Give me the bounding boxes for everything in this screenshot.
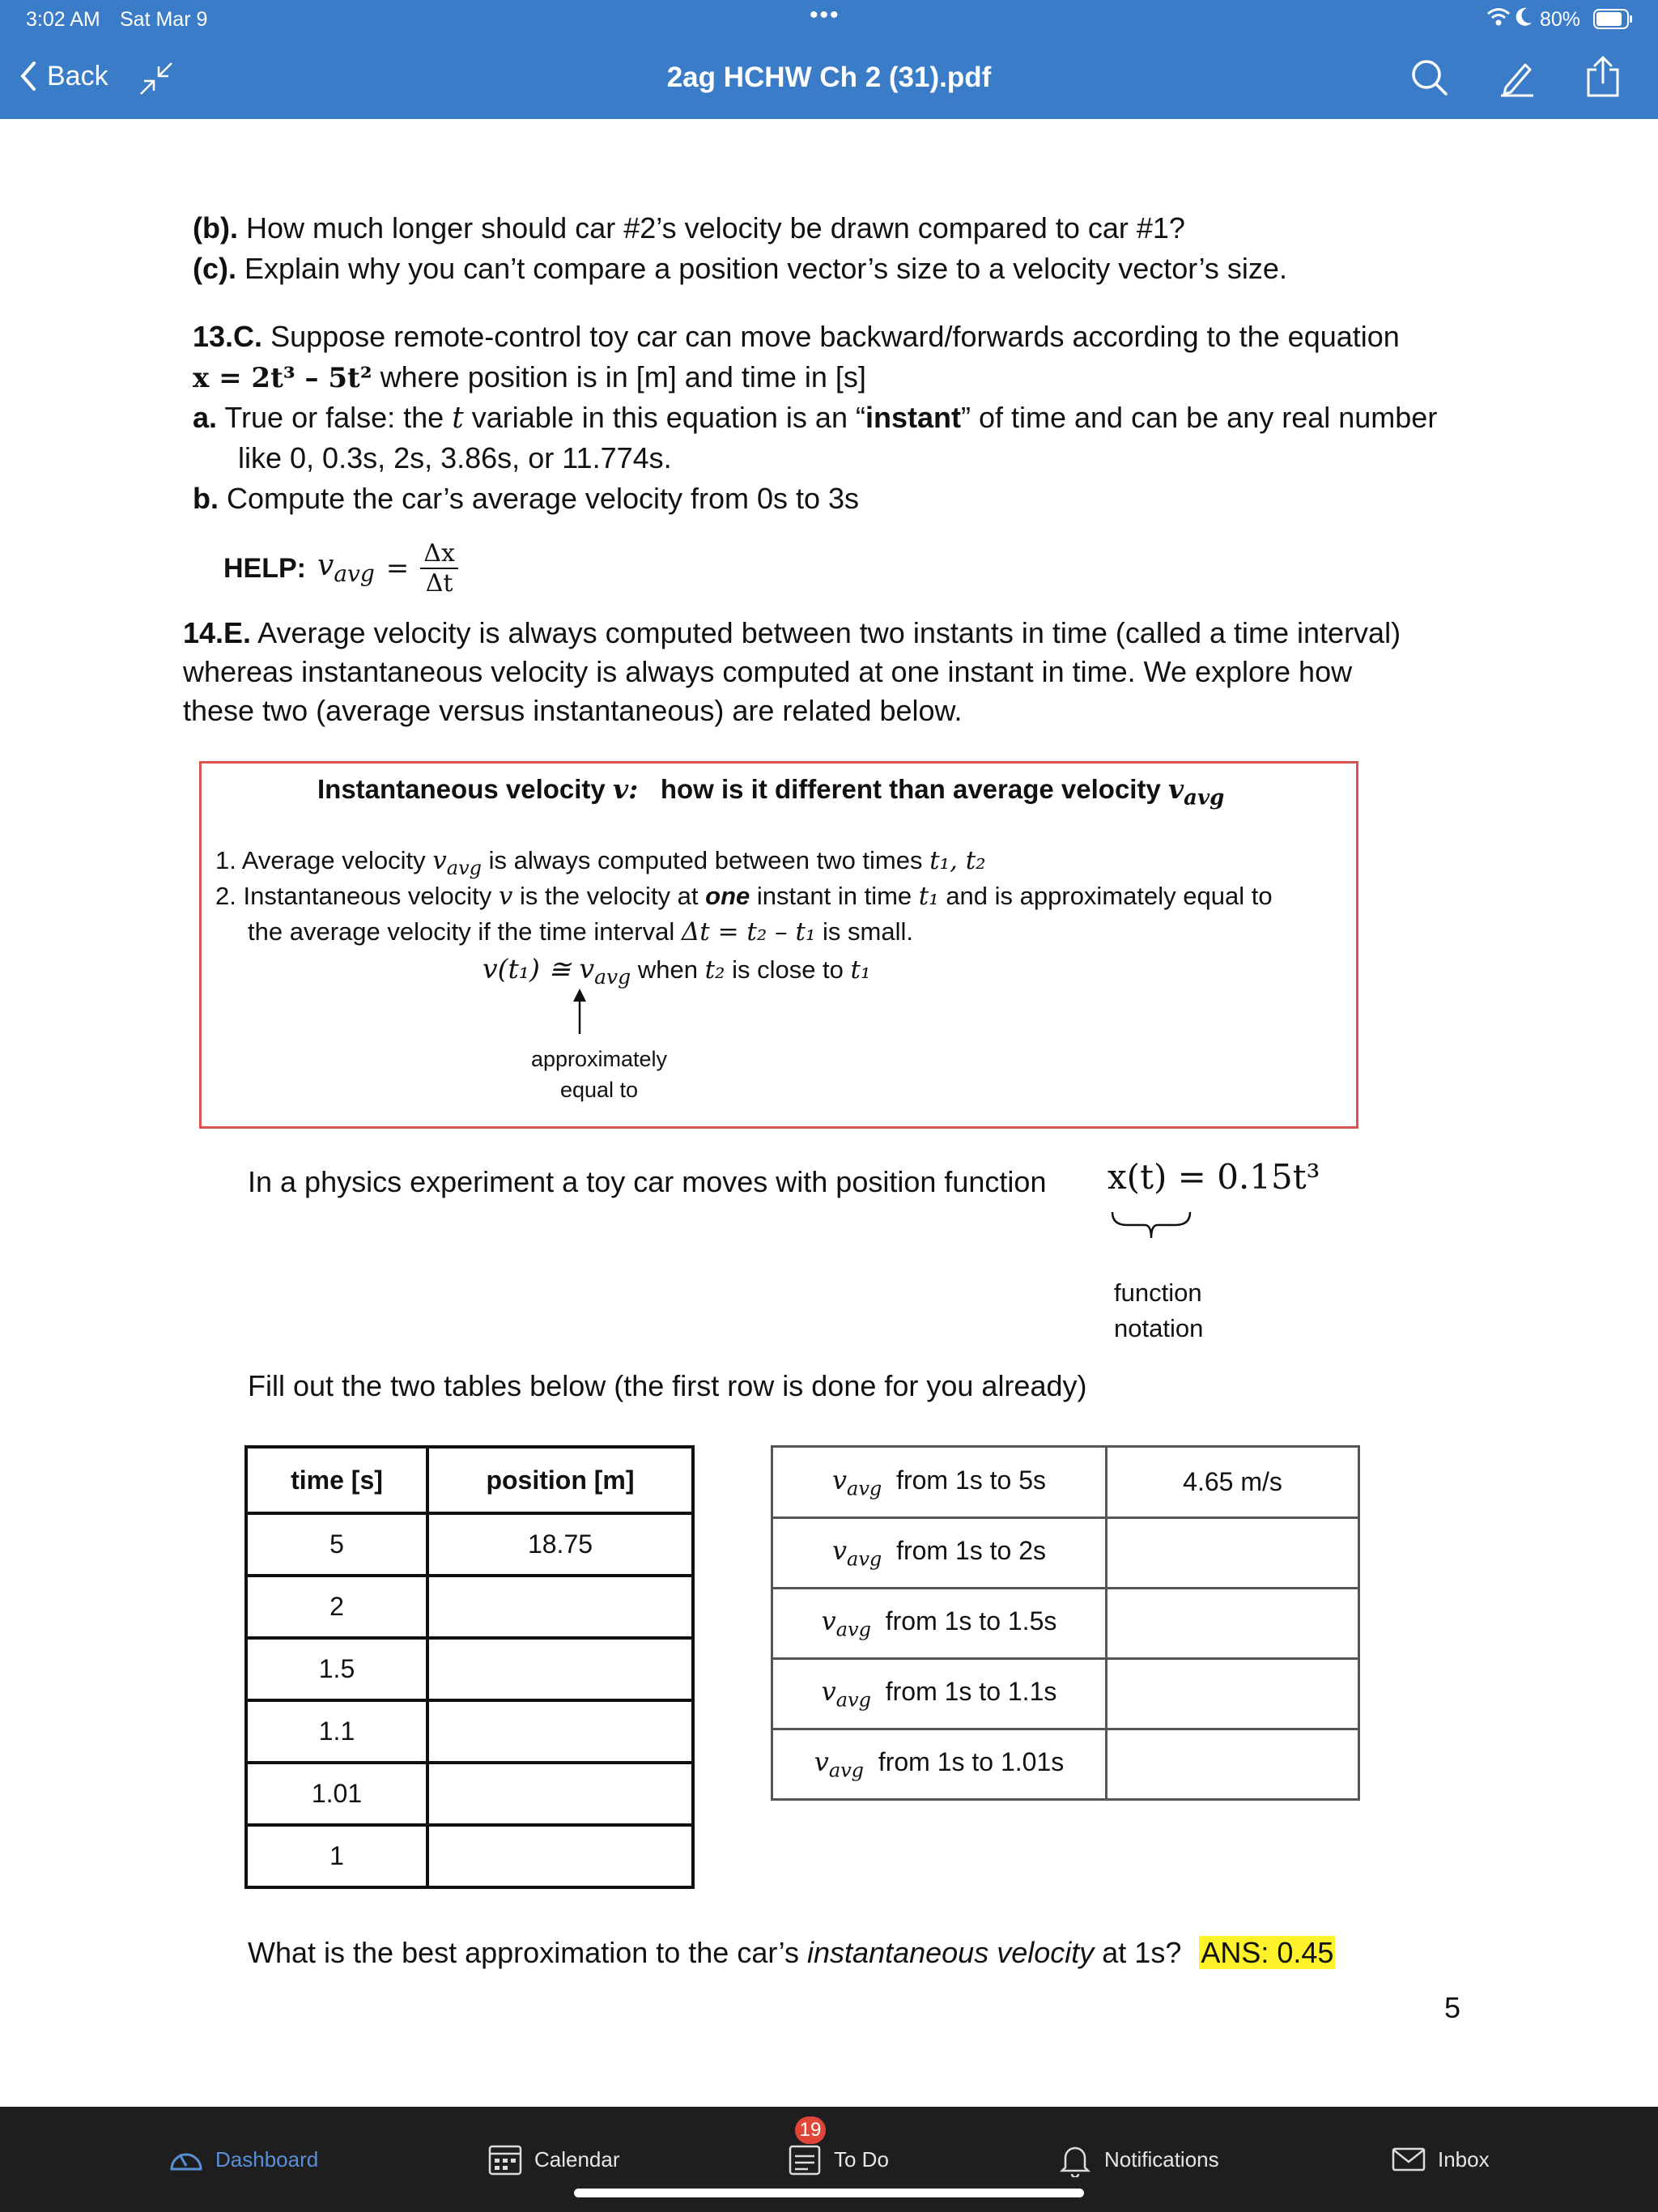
time-cell: 2 [246,1576,427,1638]
q14-number: 14.E. [183,616,252,649]
q12b-number: (b). [193,211,238,245]
vavg-label-cell [772,1589,1107,1659]
vavg-value-cell[interactable] [1107,1518,1359,1589]
q13-equation: x = 2t³ – 5t² [193,362,372,394]
approx-annotation [486,1044,712,1105]
q14-line-3: these two (average versus instantaneous) are related below. [183,694,963,727]
box-item-1-sub: avg [446,857,483,880]
todo-list-icon [787,2142,823,2177]
tab-calendar-label: Calendar [534,2146,620,2172]
q13-intro [193,317,1400,357]
box-item-2-text-a: 2. Instantaneous velocity [215,882,492,910]
help-formula [223,524,458,613]
q13a-text-1: True or false: the [224,401,444,434]
box-item-1 [215,846,986,879]
q12c-line [193,249,1287,289]
table-row [772,1447,1359,1518]
average-velocity-table [771,1445,1360,1801]
fill-instructions: Fill out the two tables below (the first row is done for you already) [248,1369,1087,1402]
markup-pen-icon[interactable] [1499,58,1535,101]
table-row [772,1659,1359,1729]
vavg-value-cell[interactable] [1107,1659,1359,1729]
calendar-icon [487,2142,523,2177]
tab-todo[interactable] [787,2139,889,2180]
help-denominator: Δt [425,569,453,598]
tab-todo-label: To Do [834,2146,889,2172]
approx-annotation-1: approximately [530,1047,668,1071]
time-cell: 1.5 [246,1638,427,1700]
position-cell[interactable] [427,1825,693,1887]
final-question [248,1936,1335,1970]
vavg-interval: from 1s to 1.1s [885,1677,1057,1707]
vavg-label-cell [772,1659,1107,1729]
brace-icon [1109,1210,1193,1243]
box-item-2-text-d: and is approximately equal to [946,882,1273,910]
q13b-label: b. [193,482,219,515]
box-item-1-text-b: is always computed between two times [488,846,923,874]
box-equation-sub: avg [594,965,631,989]
q14-text-1: Average velocity is always computed between two instants in time (called a time interval) [257,616,1401,649]
table-row [246,1638,693,1700]
box-item-2-line-2-a: the average velocity if the time interval [248,917,675,946]
experiment-equation: x(t) = 0.15t³ [1107,1157,1320,1197]
vavg-sub: avg [828,1759,865,1782]
q14-line-2: whereas instantaneous velocity is always computed at one instant in time. We explore how [183,655,1353,688]
final-question-text-2: at 1s? [1102,1936,1182,1969]
vavg-interval: from 1s to 2s [896,1536,1047,1566]
box-item-1-var: v [432,846,447,875]
answer-highlight: ANS: 0.45 [1201,1936,1334,1969]
help-var [317,549,375,587]
vavg-sub: avg [835,1618,871,1641]
moon-icon [1514,6,1533,33]
box-equation-left: v(t₁) ≅ v [483,953,595,985]
position-cell[interactable] [427,1638,693,1700]
tab-notifications[interactable] [1057,2139,1219,2180]
position-cell[interactable] [427,1700,693,1763]
status-date: Sat Mar 9 [120,8,208,31]
q13a-line [193,398,1437,439]
q13b-line [193,479,859,519]
box-title-text-2: how is it different than average velocity [660,774,1161,804]
tab-inbox-label: Inbox [1438,2146,1490,2172]
q13a-text-2: variable in this equation is an “ [471,401,865,434]
q13a-line-2: like 0, 0.3s, 2s, 3.86s, or 11.774s. [238,441,672,474]
table-header: time [s] [246,1447,427,1513]
help-var-v: v [317,549,334,583]
time-position-table [244,1445,695,1889]
box-title-text: Instantaneous velocity [317,774,606,804]
box-equation [483,953,870,989]
position-cell[interactable] [427,1763,693,1825]
vavg-interval: from 1s to 1.5s [885,1606,1057,1636]
box-item-1-text-a: 1. Average velocity [215,846,426,874]
vavg-sub: avg [847,1547,882,1571]
function-notation-2: notation [1114,1314,1204,1342]
box-item-2-line-2-b: is small. [823,917,913,946]
approx-annotation-2: equal to [559,1078,639,1102]
q12c-text: Explain why you can’t compare a position vector’s size to a velocity vector’s size. [244,252,1287,285]
final-question-italic: instantaneous velocity [807,1936,1095,1969]
q13-equation-suffix: where position is in [m] and time in [s] [380,360,866,393]
position-cell[interactable]: 18.75 [427,1513,693,1576]
q13-equation-line [193,357,866,398]
q13a-label: a. [193,401,218,434]
box-equation-t1: t₁ [850,955,871,985]
box-title [317,773,1224,810]
vavg-value-cell[interactable] [1107,1729,1359,1800]
position-cell[interactable] [427,1576,693,1638]
table-row [246,1825,693,1887]
q13a-variable: t [452,402,464,435]
tab-calendar[interactable] [487,2139,620,2180]
home-indicator[interactable] [574,2189,1084,2197]
box-equation-close: is close to [732,955,844,984]
search-icon[interactable] [1410,58,1449,101]
table-row [772,1729,1359,1800]
q12b-text: How much longer should car #2’s velocity be drawn compared to car #1? [245,211,1185,245]
box-item-2-t1: t₁ [918,882,939,911]
q14-line-1 [183,613,1401,653]
tab-notifications-label: Notifications [1104,2146,1219,2172]
status-time: 3:02 AM [26,8,100,31]
dashboard-gauge-icon [168,2142,204,2177]
time-cell: 1.1 [246,1700,427,1763]
share-icon[interactable] [1585,55,1621,103]
q12b-line [193,208,1185,249]
wifi-icon [1486,6,1511,33]
table-row [772,1518,1359,1589]
box-item-2-bold: one [705,882,750,910]
tab-dashboard[interactable] [168,2139,318,2180]
todo-badge: 19 [795,2116,826,2144]
table-row [246,1763,693,1825]
table-row [246,1447,693,1513]
vavg-label-cell [772,1729,1107,1800]
vavg-value-cell[interactable] [1107,1589,1359,1659]
time-cell: 1 [246,1825,427,1887]
vavg-var: v [831,1464,848,1495]
box-item-2-var: v [498,882,513,911]
q13a-text-3: ” of time and can be any real number [960,401,1438,434]
back-label: Back [47,60,108,91]
help-fraction [420,539,458,598]
page-number: 5 [1444,1991,1461,2024]
pdf-page[interactable] [0,119,1658,2107]
vavg-sub: avg [835,1688,871,1712]
help-label: HELP: [223,552,306,584]
bell-icon [1057,2142,1093,2177]
time-cell: 5 [246,1513,427,1576]
box-item-2-text-b: is the velocity at [519,882,699,910]
vavg-var: v [821,1676,836,1708]
table-row [772,1589,1359,1659]
q13b-text: Compute the car’s average velocity from 0s to 3s [227,482,860,515]
time-cell: 1.01 [246,1763,427,1825]
function-notation-label [1114,1275,1203,1346]
box-item-2-text-c: instant in time [756,882,912,910]
function-notation-1: function [1114,1278,1202,1307]
help-equals: = [385,552,410,585]
table-row [246,1700,693,1763]
vavg-var: v [814,1746,829,1778]
experiment-text: In a physics experiment a toy car moves with position function [248,1165,1047,1198]
q13-number: 13.C. [193,320,263,353]
vavg-value-cell[interactable]: 4.65 m/s [1107,1447,1359,1518]
box-item-2-line-2 [248,917,913,946]
help-var-sub: avg [334,560,375,588]
help-numerator: Δx [420,539,458,569]
q13a-bold: instant [865,401,961,434]
final-question-text-1: What is the best approximation to the car’s [248,1936,800,1969]
vavg-label-cell [772,1518,1107,1589]
box-equation-when: when [637,955,698,984]
box-title-var-2: v [1167,773,1184,805]
vavg-label-cell [772,1447,1107,1518]
tab-dashboard-label: Dashboard [215,2146,319,2172]
table-row [246,1576,693,1638]
box-equation-t2: t₂ [704,955,725,985]
box-item-1-times: t₁, t₂ [929,846,986,875]
tab-inbox[interactable] [1391,2139,1490,2180]
top-navigation-bar [0,0,1658,119]
box-title-sub: avg [1184,785,1225,810]
battery-percent: 80% [1540,8,1581,31]
vavg-var: v [831,1535,848,1567]
vavg-interval: from 1s to 1.01s [878,1747,1065,1777]
table-row [246,1513,693,1576]
multitask-dots[interactable]: ••• [810,2,840,28]
q13-intro-text: Suppose remote-control toy car can move backward/forwards according to the equation [270,320,1400,353]
vavg-interval: from 1s to 5s [896,1465,1047,1495]
arrow-up-icon [570,987,589,1036]
vavg-var: v [821,1606,836,1637]
q12c-number: (c). [193,252,236,285]
envelope-icon [1391,2142,1426,2177]
box-item-2 [215,882,1273,911]
document-title: 2ag HCHW Ch 2 (31).pdf [666,62,992,93]
table-header: position [m] [427,1447,693,1513]
box-title-var: v: [612,773,639,805]
battery-icon [1593,9,1634,36]
box-item-2-delta-t: Δt = t₂ – t₁ [681,917,816,946]
vavg-sub: avg [847,1477,882,1500]
